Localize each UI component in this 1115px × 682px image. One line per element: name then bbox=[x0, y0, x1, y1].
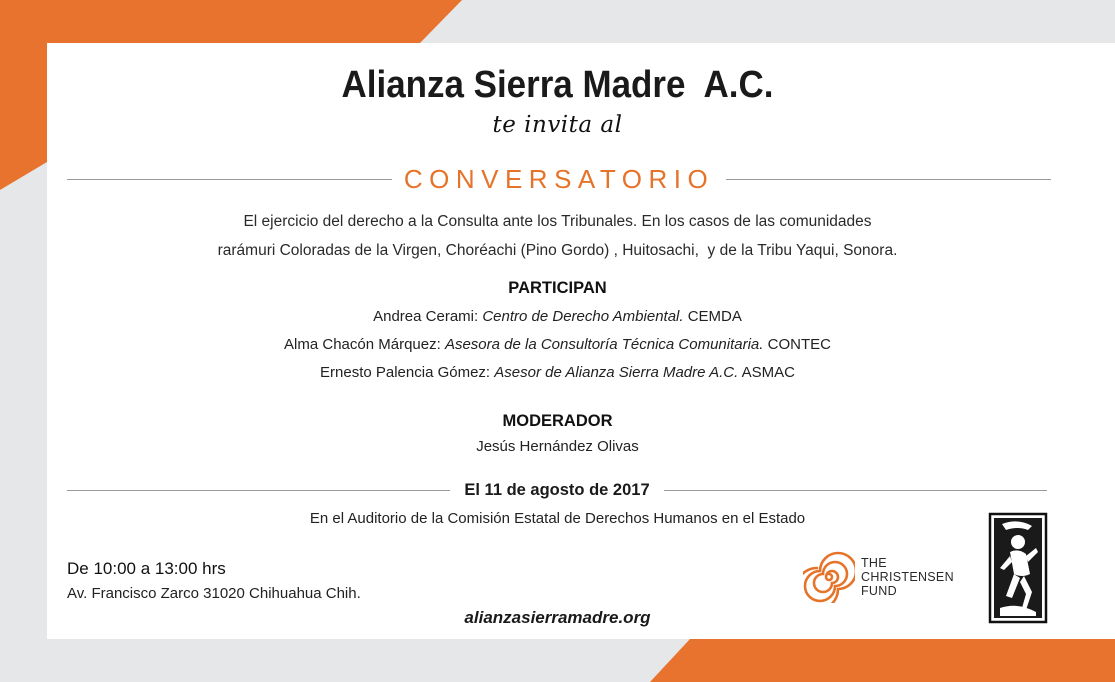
divider-line-left bbox=[67, 179, 392, 180]
sierra-madre-figure-emblem-icon bbox=[988, 512, 1048, 624]
spiral-logo-icon bbox=[803, 551, 855, 603]
sponsor-name-line: THE bbox=[861, 556, 887, 570]
description-line: rarámuri Coloradas de la Virgen, Choréachi (Pino Gordo) , Huitosachi, y de la Tribu Yaqui, Sonora. bbox=[217, 242, 898, 259]
participant-role: Asesor de Alianza Sierra Madre A.C. bbox=[494, 364, 739, 381]
sponsor-name-line: CHRISTENSEN bbox=[861, 570, 954, 584]
divider-line-left bbox=[67, 490, 450, 491]
conversatorio-divider bbox=[67, 164, 1051, 194]
event-date: El 11 de agosto de 2017 bbox=[464, 480, 650, 499]
participant-role: Asesora de la Consultoría Técnica Comunitaria. bbox=[444, 336, 764, 353]
invite-tagline: te invita al bbox=[492, 112, 623, 138]
event-type-title: CONVERSATORIO bbox=[403, 163, 715, 194]
moderator-name: Jesús Hernández Olivas bbox=[476, 438, 639, 455]
website-link[interactable]: alianzasierramadre.org bbox=[464, 608, 651, 627]
sponsor-name-line: FUND bbox=[861, 584, 897, 598]
event-venue: En el Auditorio de la Comisión Estatal de Derechos Humanos en el Estado bbox=[309, 510, 806, 527]
moderator-heading: MODERADOR bbox=[502, 412, 613, 430]
participant-org: ASMAC bbox=[741, 364, 795, 381]
participants-heading: PARTICIPAN bbox=[508, 279, 607, 297]
participant-role: Centro de Derecho Ambiental. bbox=[482, 308, 684, 325]
event-address: Av. Francisco Zarco 31020 Chihuahua Chih. bbox=[67, 585, 361, 602]
participant-name: Ernesto Palencia Gómez: bbox=[320, 364, 491, 381]
participant-row bbox=[0, 336, 1115, 353]
sponsor-name bbox=[861, 556, 954, 598]
participant-name: Andrea Cerami: bbox=[373, 308, 479, 325]
event-time: De 10:00 a 13:00 hrs bbox=[67, 559, 226, 578]
participant-org: CONTEC bbox=[767, 336, 831, 353]
date-divider bbox=[67, 478, 1047, 502]
divider-line-right bbox=[664, 490, 1047, 491]
participant-row bbox=[0, 308, 1115, 325]
divider-line-right bbox=[726, 179, 1051, 180]
participant-name: Alma Chacón Márquez: bbox=[284, 336, 441, 353]
participant-row bbox=[0, 364, 1115, 381]
organization-title: Alianza Sierra Madre A.C. bbox=[341, 64, 774, 106]
description-line: El ejercicio del derecho a la Consulta ante los Tribunales. En los casos de las comunidades bbox=[243, 213, 872, 230]
participant-org: CEMDA bbox=[687, 308, 742, 325]
event-description bbox=[0, 207, 1115, 265]
